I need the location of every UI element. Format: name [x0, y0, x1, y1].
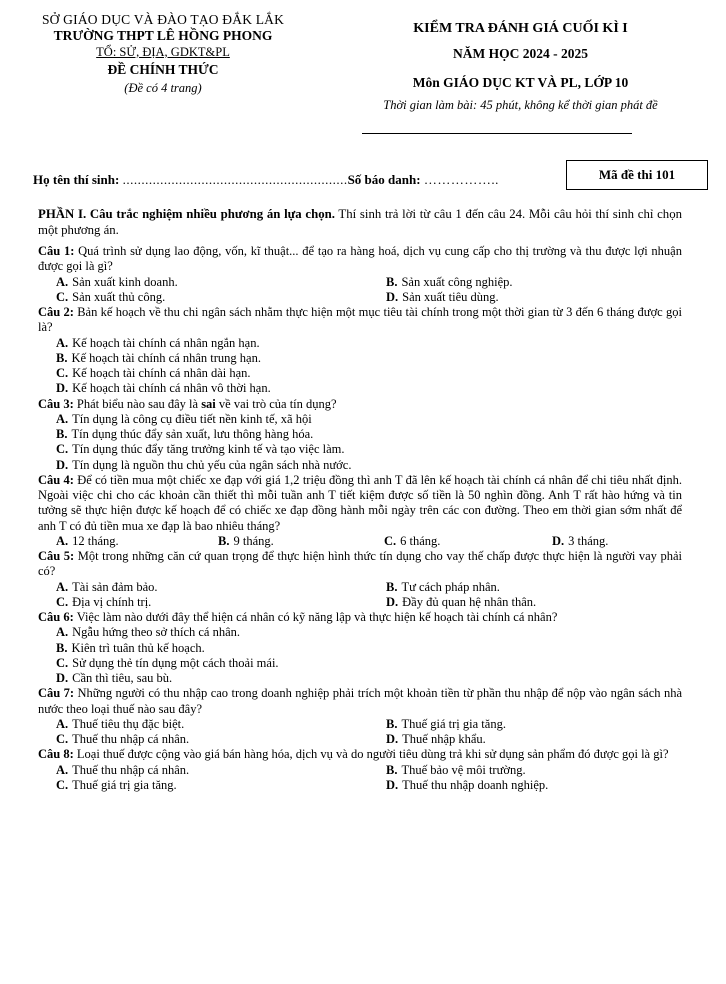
option-key: C. [56, 655, 69, 670]
header-divider [362, 133, 632, 134]
options-row [38, 732, 682, 747]
option-a [56, 412, 682, 427]
question-number: Câu 7: [38, 686, 75, 701]
part-1-instruction: Thí sinh trả lời từ câu 1 đến câu 24. Mỗi câu hỏi thí sinh chỉ chọn một phương án. [38, 207, 682, 237]
option-key: A. [56, 716, 69, 731]
school-name: TRƯỜNG THPT LÊ HỒNG PHONG [53, 28, 273, 44]
options-row [38, 671, 682, 686]
question-emphasis: sai [201, 396, 216, 411]
question-number: Câu 1: [38, 244, 75, 259]
question-3 [38, 397, 682, 412]
option-key: C. [56, 777, 69, 792]
option-text: 3 tháng. [568, 533, 609, 548]
options-row [38, 580, 682, 595]
department-name: SỞ GIÁO DỤC VÀ ĐÀO TẠO ĐẮK LẮK [41, 12, 285, 27]
option-key: A. [56, 579, 69, 594]
option-d [56, 381, 682, 396]
pages-note: (Đề có 4 trang) [124, 80, 202, 95]
question-2 [38, 305, 682, 336]
option-text: Kế hoạch tài chính cá nhân trung hạn. [71, 350, 261, 365]
question-text: Quá trình sử dụng lao động, vốn, kĩ thuật... để tạo ra hàng hoá, dịch vụ cung cấp cho thị trường và thu được lợi nhuận được gọi là gì? [38, 244, 682, 274]
option-c [384, 534, 552, 549]
official-label: ĐỀ CHÍNH THỨC [107, 62, 219, 78]
option-d [386, 778, 682, 793]
option-text: 12 tháng. [72, 533, 119, 548]
option-text: Thuế giá trị gia tăng. [401, 716, 506, 731]
options-row [38, 534, 682, 549]
option-a [56, 275, 386, 290]
option-d [56, 458, 682, 473]
option-text: Thuế thu nhập doanh nghiệp. [402, 777, 549, 792]
option-key: C. [56, 366, 69, 381]
option-text: Sản xuất công nghiệp. [401, 274, 513, 289]
option-key: A. [56, 533, 69, 548]
option-text: Thuế bảo vệ môi trường. [401, 762, 526, 777]
option-key: D. [386, 594, 399, 609]
option-text: Thuế tiêu thụ đặc biệt. [72, 716, 185, 731]
option-b [56, 351, 682, 366]
option-text: Thuế thu nhập cá nhân. [72, 762, 190, 777]
option-a [56, 580, 386, 595]
options-row [38, 656, 682, 671]
option-c [56, 595, 386, 610]
question-number: Câu 3: [38, 396, 74, 411]
exam-code-box: Mã đề thi 101 [566, 160, 708, 190]
option-key: C. [384, 533, 397, 548]
option-b [56, 641, 682, 656]
options-row [38, 290, 682, 305]
option-key: D. [386, 289, 399, 304]
option-text: Tài sản đảm bảo. [72, 579, 158, 594]
question-text: Loại thuế được cộng vào giá bán hàng hóa, dịch vụ và do người tiêu dùng trả khi sử dụng sản phẩm đó được gọi là gì? [76, 747, 669, 762]
option-key: A. [56, 762, 69, 777]
question-6 [38, 610, 682, 625]
option-key: D. [386, 732, 399, 747]
options-row [38, 595, 682, 610]
option-key: C. [56, 594, 69, 609]
options-row [38, 763, 682, 778]
option-key: B. [56, 427, 68, 442]
candidate-id-label: Số báo danh: [347, 172, 421, 187]
option-d [386, 290, 682, 305]
options-row [38, 625, 682, 640]
option-d [386, 595, 682, 610]
options-row [38, 366, 682, 381]
options-row [38, 442, 682, 457]
option-key: D. [386, 777, 399, 792]
option-text: Sử dụng thẻ tín dụng một cách thoải mái. [72, 655, 279, 670]
header-left [18, 12, 308, 96]
time-note: Thời gian làm bài: 45 phút, không kể thời gian phát đề [383, 98, 658, 113]
option-key: C. [56, 442, 69, 457]
question-text-after: về vai trò của tín dụng? [218, 396, 337, 411]
option-c [56, 732, 386, 747]
options-row [38, 641, 682, 656]
option-key: A. [56, 274, 69, 289]
option-text: Tín dụng thúc đẩy tăng trưởng kinh tế và tạo việc làm. [72, 442, 345, 457]
header-right [328, 20, 713, 113]
option-b [386, 580, 682, 595]
option-a [56, 625, 682, 640]
option-text: Đầy đủ quan hệ nhân thân. [402, 594, 537, 609]
candidate-line [33, 172, 499, 188]
options-row [38, 427, 682, 442]
option-text: Thuế nhập khẩu. [402, 732, 486, 747]
option-key: D. [56, 381, 69, 396]
option-key: B. [56, 640, 68, 655]
option-text: Thuế giá trị gia tăng. [72, 777, 177, 792]
candidate-id-dots: …………….. [423, 172, 499, 187]
group-name: TỔ: SỬ, ĐỊA, GDKT&PL [96, 44, 230, 59]
question-number: Câu 6: [38, 610, 74, 625]
question-text: Việc làm nào dưới đây thể hiện cá nhân có kỹ năng lập và thực hiện kế hoạch tài chính cá nhân? [76, 610, 558, 625]
option-text: Tín dụng là nguồn thu chủ yếu của ngân sách nhà nước. [72, 457, 352, 472]
option-key: A. [56, 335, 69, 350]
option-text: Sản xuất kinh doanh. [72, 274, 178, 289]
option-key: C. [56, 289, 69, 304]
option-text: Kế hoạch tài chính cá nhân ngắn hạn. [72, 335, 260, 350]
part-1-title: PHẦN I. Câu trắc nghiệm nhiều phương án lựa chọn. [38, 207, 335, 221]
option-b [56, 427, 682, 442]
question-8 [38, 747, 682, 762]
subject-title: Môn GIÁO DỤC KT VÀ PL, LỚP 10 [412, 74, 629, 90]
option-c [56, 656, 682, 671]
option-key: B. [386, 274, 398, 289]
option-text: Tín dụng thúc đẩy sản xuất, lưu thông hàng hóa. [71, 427, 314, 442]
question-text: Để có tiền mua một chiếc xe đạp với giá 1,2 triệu đồng thì anh T đã lên kế hoạch tài chính cá nhân để chi tiêu nhất định. Ngoài việc chi cho các khoản cần thiết thì mỗi tuần anh T tiết kiệm được số tiền là 50 nghìn đồng. Anh T rất hào hứng và tin tưởng sẽ thực hiện được kế hoạch để có chiếc xe đạp đồng hành mỗi ngày trên các con đường. Theo em thời gian sớm nhất để anh T có đủ tiền mua xe đạp là bao nhiêu tháng? [38, 472, 682, 533]
option-b [386, 717, 682, 732]
question-7 [38, 686, 682, 717]
question-text: Một trong những căn cứ quan trọng để thực hiện hình thức tín dụng cho vay thế chấp được thực hiện là người vay phải có? [38, 549, 682, 579]
candidate-name-dots: ............................................................ [122, 172, 348, 187]
option-d [56, 671, 682, 686]
option-a [56, 534, 218, 549]
option-text: Kế hoạch tài chính cá nhân vô thời hạn. [72, 381, 271, 396]
question-text: Bản kế hoạch về thu chi ngân sách nhằm thực hiện một mục tiêu tài chính trong một thời gian từ 3 đến 6 tháng được gọi là? [38, 305, 682, 335]
option-text: 9 tháng. [233, 533, 274, 548]
option-text: Cần thì tiêu, sau bù. [72, 671, 173, 686]
option-text: Kiên trì tuân thủ kế hoạch. [71, 640, 205, 655]
options-row [38, 458, 682, 473]
exam-title: KIỂM TRA ĐÁNH GIÁ CUỐI KÌ I [413, 21, 628, 36]
option-key: A. [56, 411, 69, 426]
exam-content [38, 207, 682, 793]
option-text: Ngẫu hứng theo sở thích cá nhân. [72, 625, 241, 640]
question-number: Câu 4: [38, 472, 74, 487]
option-b [218, 534, 384, 549]
option-key: A. [56, 625, 69, 640]
question-number: Câu 2: [38, 305, 74, 320]
option-key: D. [56, 671, 69, 686]
question-5 [38, 549, 682, 580]
options-row [38, 412, 682, 427]
option-text: Sản xuất tiêu dùng. [402, 289, 499, 304]
option-key: B. [218, 533, 230, 548]
candidate-name-label: Họ tên thí sinh: [33, 172, 120, 187]
option-a [56, 336, 682, 351]
option-key: D. [56, 457, 69, 472]
school-year: NĂM HỌC 2024 - 2025 [453, 46, 588, 62]
option-text: Địa vị chính trị. [72, 594, 152, 609]
options-row [38, 381, 682, 396]
options-row [38, 275, 682, 290]
options-row [38, 778, 682, 793]
question-text-before: Phát biểu nào sau đây là [76, 396, 199, 411]
option-key: B. [386, 762, 398, 777]
question-text: Những người có thu nhập cao trong doanh nghiệp phải trích một khoản tiền từ phần thu nhập để nộp vào ngân sách nhà nước theo loại thuế nào sau đây? [38, 686, 682, 716]
options-row [38, 717, 682, 732]
option-a [56, 717, 386, 732]
option-key: B. [56, 350, 68, 365]
option-c [56, 442, 682, 457]
option-text: Tư cách pháp nhân. [401, 579, 500, 594]
options-row [38, 351, 682, 366]
question-4 [38, 473, 682, 534]
option-text: 6 tháng. [400, 533, 441, 548]
option-c [56, 778, 386, 793]
option-c [56, 366, 682, 381]
question-number: Câu 5: [38, 549, 75, 564]
part-1-heading [38, 207, 682, 238]
option-d [386, 732, 682, 747]
question-1 [38, 244, 682, 275]
option-a [56, 763, 386, 778]
option-text: Tín dụng là công cụ điều tiết nền kinh tế, xã hội [72, 411, 312, 426]
option-key: D. [552, 533, 565, 548]
option-key: C. [56, 732, 69, 747]
option-text: Thuế thu nhập cá nhân. [72, 732, 190, 747]
option-text: Sản xuất thủ công. [72, 289, 166, 304]
option-b [386, 763, 682, 778]
option-b [386, 275, 682, 290]
option-key: B. [386, 716, 398, 731]
question-number: Câu 8: [38, 747, 74, 762]
option-key: B. [386, 579, 398, 594]
options-row [38, 336, 682, 351]
option-c [56, 290, 386, 305]
option-text: Kế hoạch tài chính cá nhân dài hạn. [72, 366, 251, 381]
option-d [552, 534, 682, 549]
